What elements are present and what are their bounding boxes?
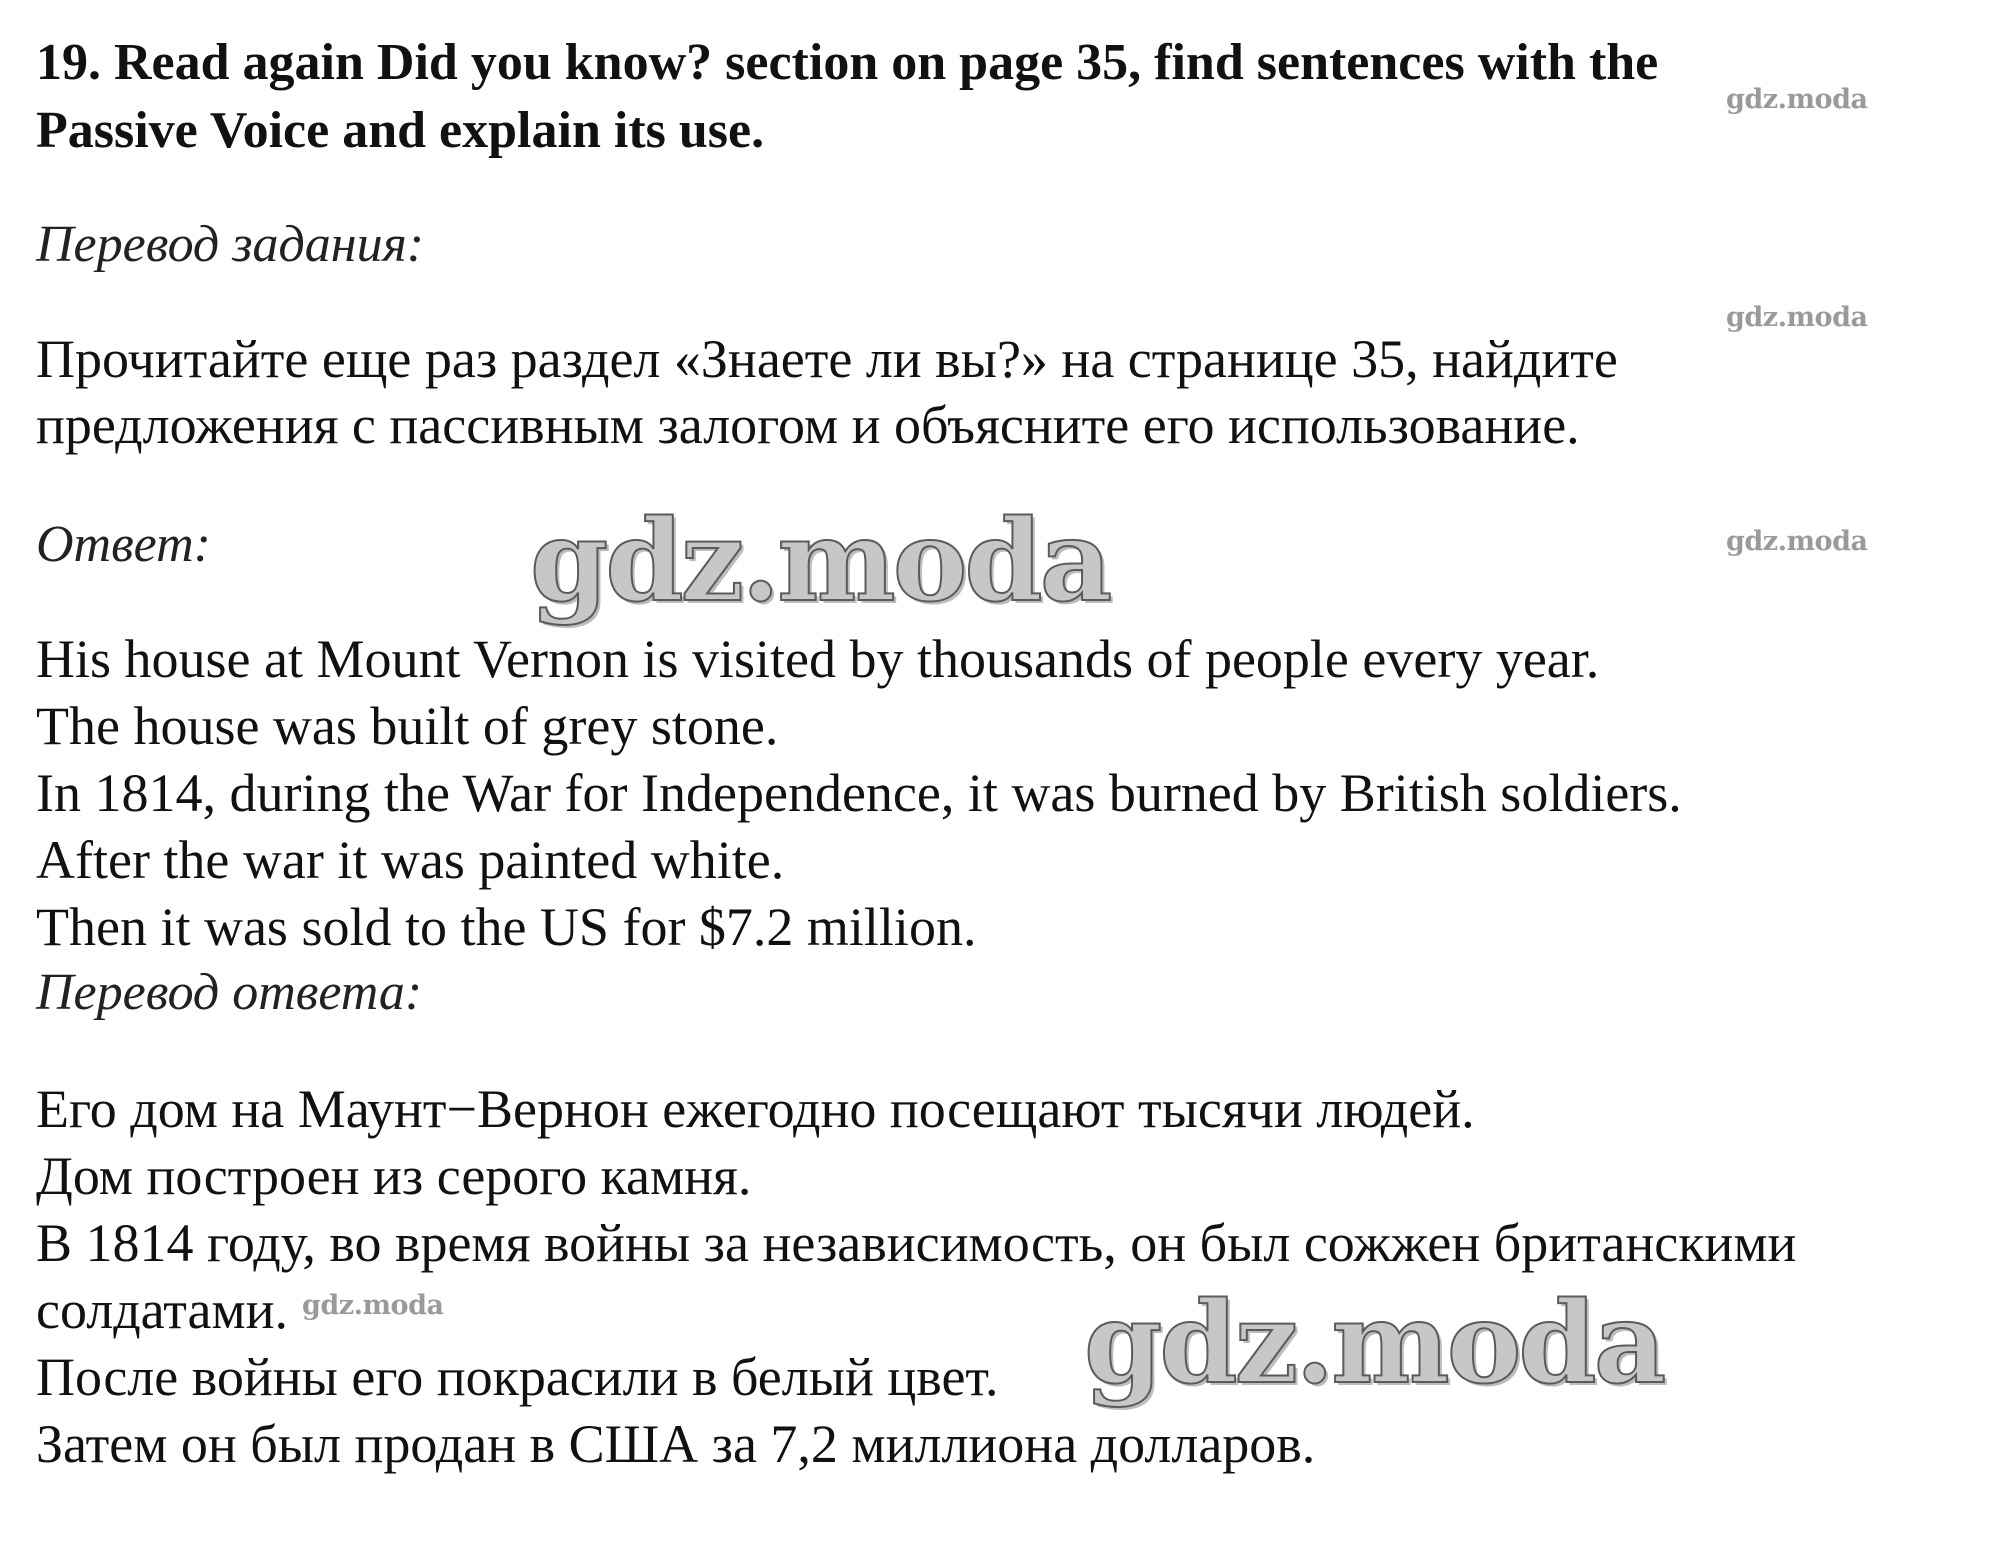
- answer-heading: Ответ:: [36, 516, 211, 573]
- answer-translation-line: После войны его покрасили в белый цвет.: [36, 1347, 999, 1407]
- answer-line: Then it was sold to the US for $7.2 million.: [36, 897, 977, 957]
- answer-translation-line: Дом построен из серого камня.: [36, 1146, 752, 1206]
- answer-translation-line: В 1814 году, во время войны за независимость, он был сожжен британскими: [36, 1213, 1797, 1273]
- translation-text-line-1: Прочитайте еще раз раздел «Знаете ли вы?» на странице 35, найдите: [36, 329, 1618, 389]
- answer-line: In 1814, during the War for Independence, it was burned by British soldiers.: [36, 763, 1682, 823]
- answer-translation-line: Его дом на Маунт−Вернон ежегодно посещают тысячи людей.: [36, 1079, 1475, 1139]
- translation-text-line-2: предложения с пассивным залогом и объясните его использование.: [36, 395, 1580, 455]
- answer-translation-heading: Перевод ответа:: [36, 964, 423, 1021]
- watermark-large: gdz.moda: [530, 496, 1110, 627]
- task-text-line-2: Passive Voice and explain its use.: [36, 102, 765, 159]
- watermark-small: gdz.moda: [1726, 302, 1868, 333]
- answer-translation-line: солдатами.: [36, 1280, 289, 1340]
- watermark-small: gdz.moda: [302, 1290, 444, 1321]
- answer-line: His house at Mount Vernon is visited by thousands of people every year.: [36, 629, 1600, 689]
- watermark-small: gdz.moda: [1726, 526, 1868, 557]
- answer-line: The house was built of grey stone.: [36, 696, 779, 756]
- answer-translation-line: Затем он был продан в США за 7,2 миллиона долларов.: [36, 1414, 1316, 1474]
- translation-heading: Перевод задания:: [36, 216, 425, 273]
- answer-line: After the war it was painted white.: [36, 830, 785, 890]
- watermark-small: gdz.moda: [1726, 84, 1868, 115]
- watermark-large: gdz.moda: [1084, 1278, 1664, 1409]
- task-text-line-1: 19. Read again Did you know? section on page 35, find sentences with the: [36, 34, 1659, 91]
